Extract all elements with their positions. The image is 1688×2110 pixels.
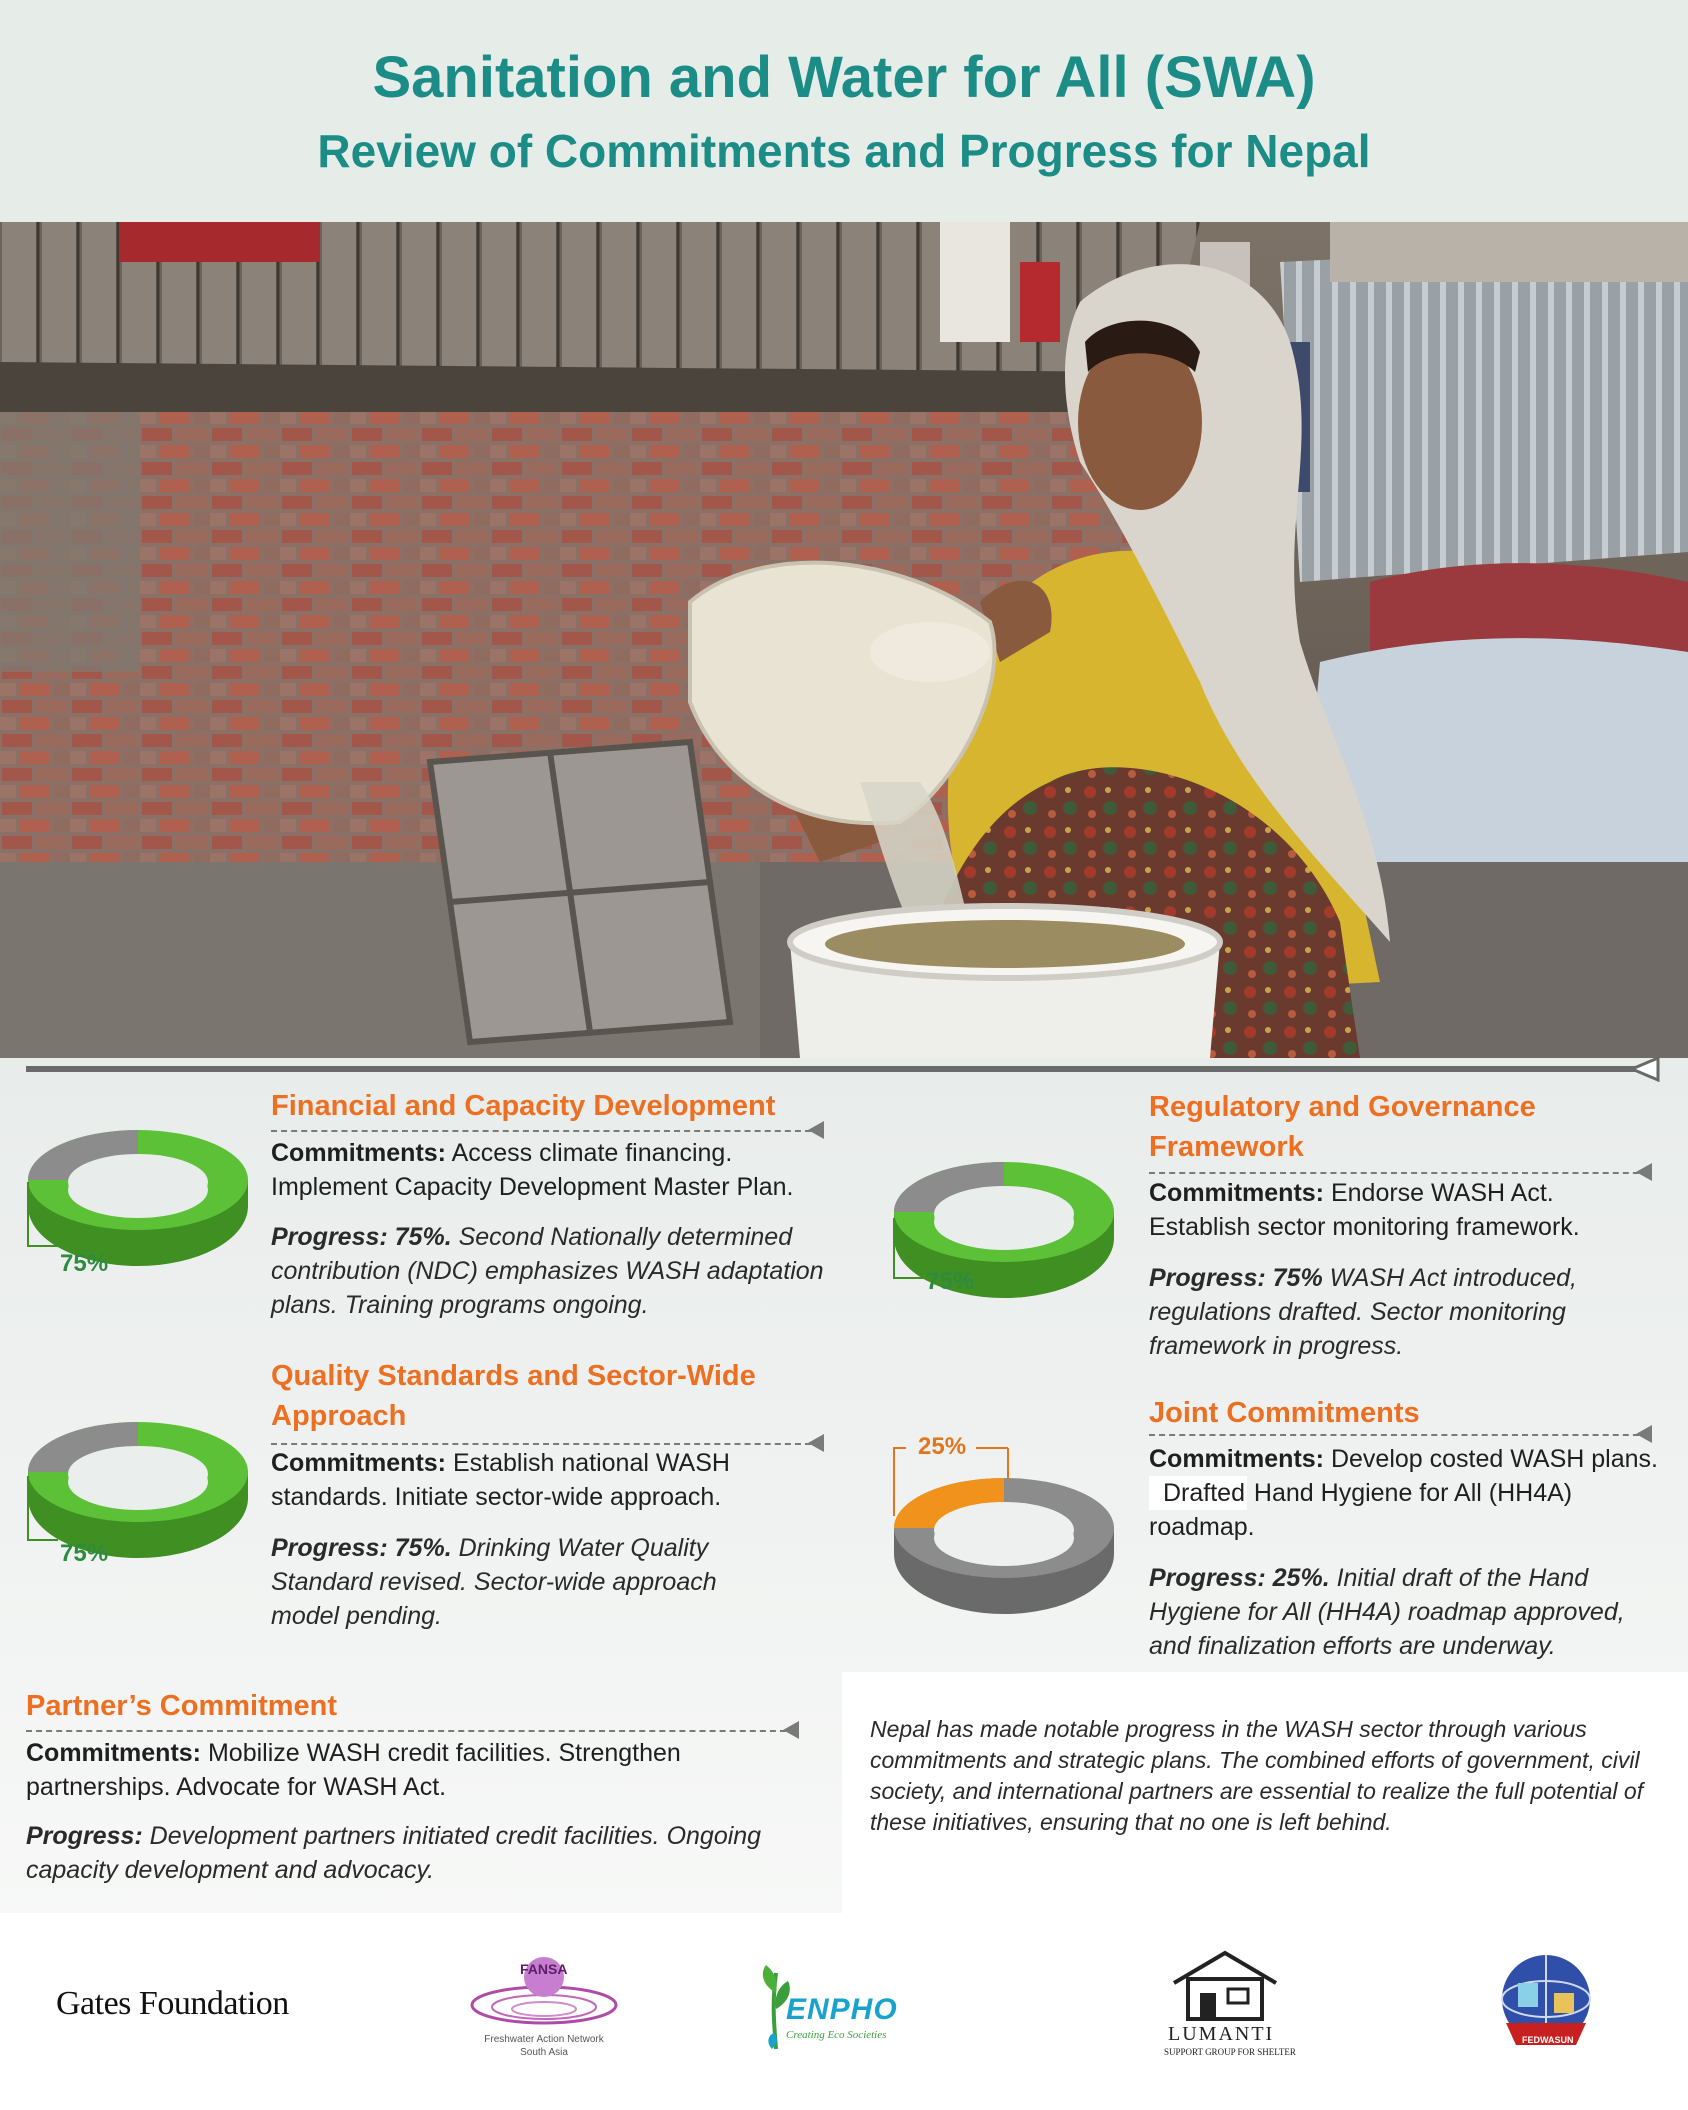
partner-title: Partner’s Commitment bbox=[26, 1690, 338, 1722]
regulatory-progress: Progress: 75% WASH Act introduced, regulations drafted. Sector monitoring framework in progress. bbox=[1149, 1264, 1577, 1360]
page-subtitle: Review of Commitments and Progress for Nepal bbox=[317, 125, 1371, 177]
financial-commitments: Commitments: Access climate financing. Implement Capacity Development Master Plan. bbox=[271, 1139, 794, 1201]
regulatory-title-line2: Framework bbox=[1149, 1131, 1304, 1163]
top-divider bbox=[26, 1066, 1654, 1072]
regulatory-title-line1: Regulatory and Governance bbox=[1149, 1091, 1536, 1123]
quality-progress: Progress: 75%. Drinking Water Quality Standard revised. Sector-wide approach model pending. bbox=[271, 1534, 717, 1630]
woman-pouring-water-image bbox=[0, 222, 1688, 1058]
fansa-logo bbox=[454, 1953, 634, 2063]
gates-foundation-logo: Gates Foundation bbox=[56, 1985, 289, 2022]
fansa-caption-1: Freshwater Action Network bbox=[484, 2034, 604, 2045]
enpho-tagline: Creating Eco Societies bbox=[786, 2029, 887, 2041]
header-banner bbox=[0, 0, 1688, 222]
financial-dash-line bbox=[271, 1130, 811, 1132]
regulatory-dash-arrow-icon bbox=[1636, 1163, 1652, 1181]
lumanti-tagline: SUPPORT GROUP FOR SHELTER bbox=[1164, 2047, 1296, 2057]
enpho-name: ENPHO bbox=[786, 1993, 898, 2026]
enpho-logo bbox=[756, 1963, 936, 2063]
regulatory-dash-line bbox=[1149, 1172, 1649, 1174]
summary-text: Nepal has made notable progress in the WASH sector through various commitments and strategic plans. The combined efforts of government, civil society, and international partners are essential to realize the full potential of these initiatives, ensuring that no one is left behind. bbox=[870, 1716, 1644, 1835]
quality-dash-line bbox=[271, 1443, 811, 1445]
page-title: Sanitation and Water for All (SWA) bbox=[372, 45, 1316, 110]
joint-commitments: Commitments: Develop costed WASH plans. Drafted Hand Hygiene for All (HH4A) roadmap. bbox=[1149, 1445, 1658, 1541]
divider-arrow-icon bbox=[1630, 1056, 1660, 1082]
fansa-name: FANSA bbox=[520, 1961, 568, 1977]
quality-percent: 75% bbox=[60, 1540, 109, 1567]
joint-dash-line bbox=[1149, 1434, 1649, 1436]
joint-percent: 25% bbox=[918, 1433, 967, 1460]
quality-title-line2: Approach bbox=[271, 1400, 407, 1432]
quality-title-line1: Quality Standards and Sector-Wide bbox=[271, 1360, 756, 1392]
financial-title: Financial and Capacity Development bbox=[271, 1090, 776, 1122]
partner-dash-arrow-icon bbox=[783, 1721, 799, 1739]
joint-title: Joint Commitments bbox=[1149, 1397, 1420, 1429]
lumanti-name: LUMANTI bbox=[1168, 2023, 1275, 2045]
lumanti-logo bbox=[1164, 1949, 1314, 2069]
quality-commitments: Commitments: Establish national WASH standards. Initiate sector-wide approach. bbox=[271, 1449, 730, 1511]
regulatory-percent: 75% bbox=[926, 1268, 975, 1295]
financial-progress: Progress: 75%. Second Nationally determined contribution (NDC) emphasizes WASH adaptation plans. Training programs ongoing. bbox=[271, 1223, 824, 1319]
joint-dash-arrow-icon bbox=[1636, 1425, 1652, 1443]
financial-percent: 75% bbox=[60, 1250, 109, 1277]
quality-dash-arrow-icon bbox=[808, 1434, 824, 1452]
partner-progress: Progress: Development partners initiated credit facilities. Ongoing capacity development and advocacy. bbox=[26, 1822, 762, 1884]
summary-box bbox=[842, 1672, 1688, 1913]
joint-progress: Progress: 25%. Initial draft of the Hand Hygiene for All (HH4A) roadmap approved, and finalization efforts are underway. bbox=[1149, 1564, 1625, 1660]
fansa-caption-2: South Asia bbox=[520, 2047, 568, 2058]
financial-leader-line bbox=[18, 1180, 68, 1260]
regulatory-commitments: Commitments: Endorse WASH Act. Establish sector monitoring framework. bbox=[1149, 1179, 1580, 1241]
fedwasun-name: FEDWASUN bbox=[1522, 2035, 1574, 2045]
lumanti-house-icon bbox=[1170, 1949, 1280, 2021]
fedwasun-logo bbox=[1496, 1953, 1596, 2063]
partner-dash-line bbox=[26, 1730, 796, 1732]
partner-logos bbox=[0, 1913, 1688, 2110]
partner-commitments: Commitments: Mobilize WASH credit facilities. Strengthen partnerships. Advocate for WASH Act. bbox=[26, 1739, 681, 1801]
hero-photo bbox=[0, 222, 1688, 1058]
